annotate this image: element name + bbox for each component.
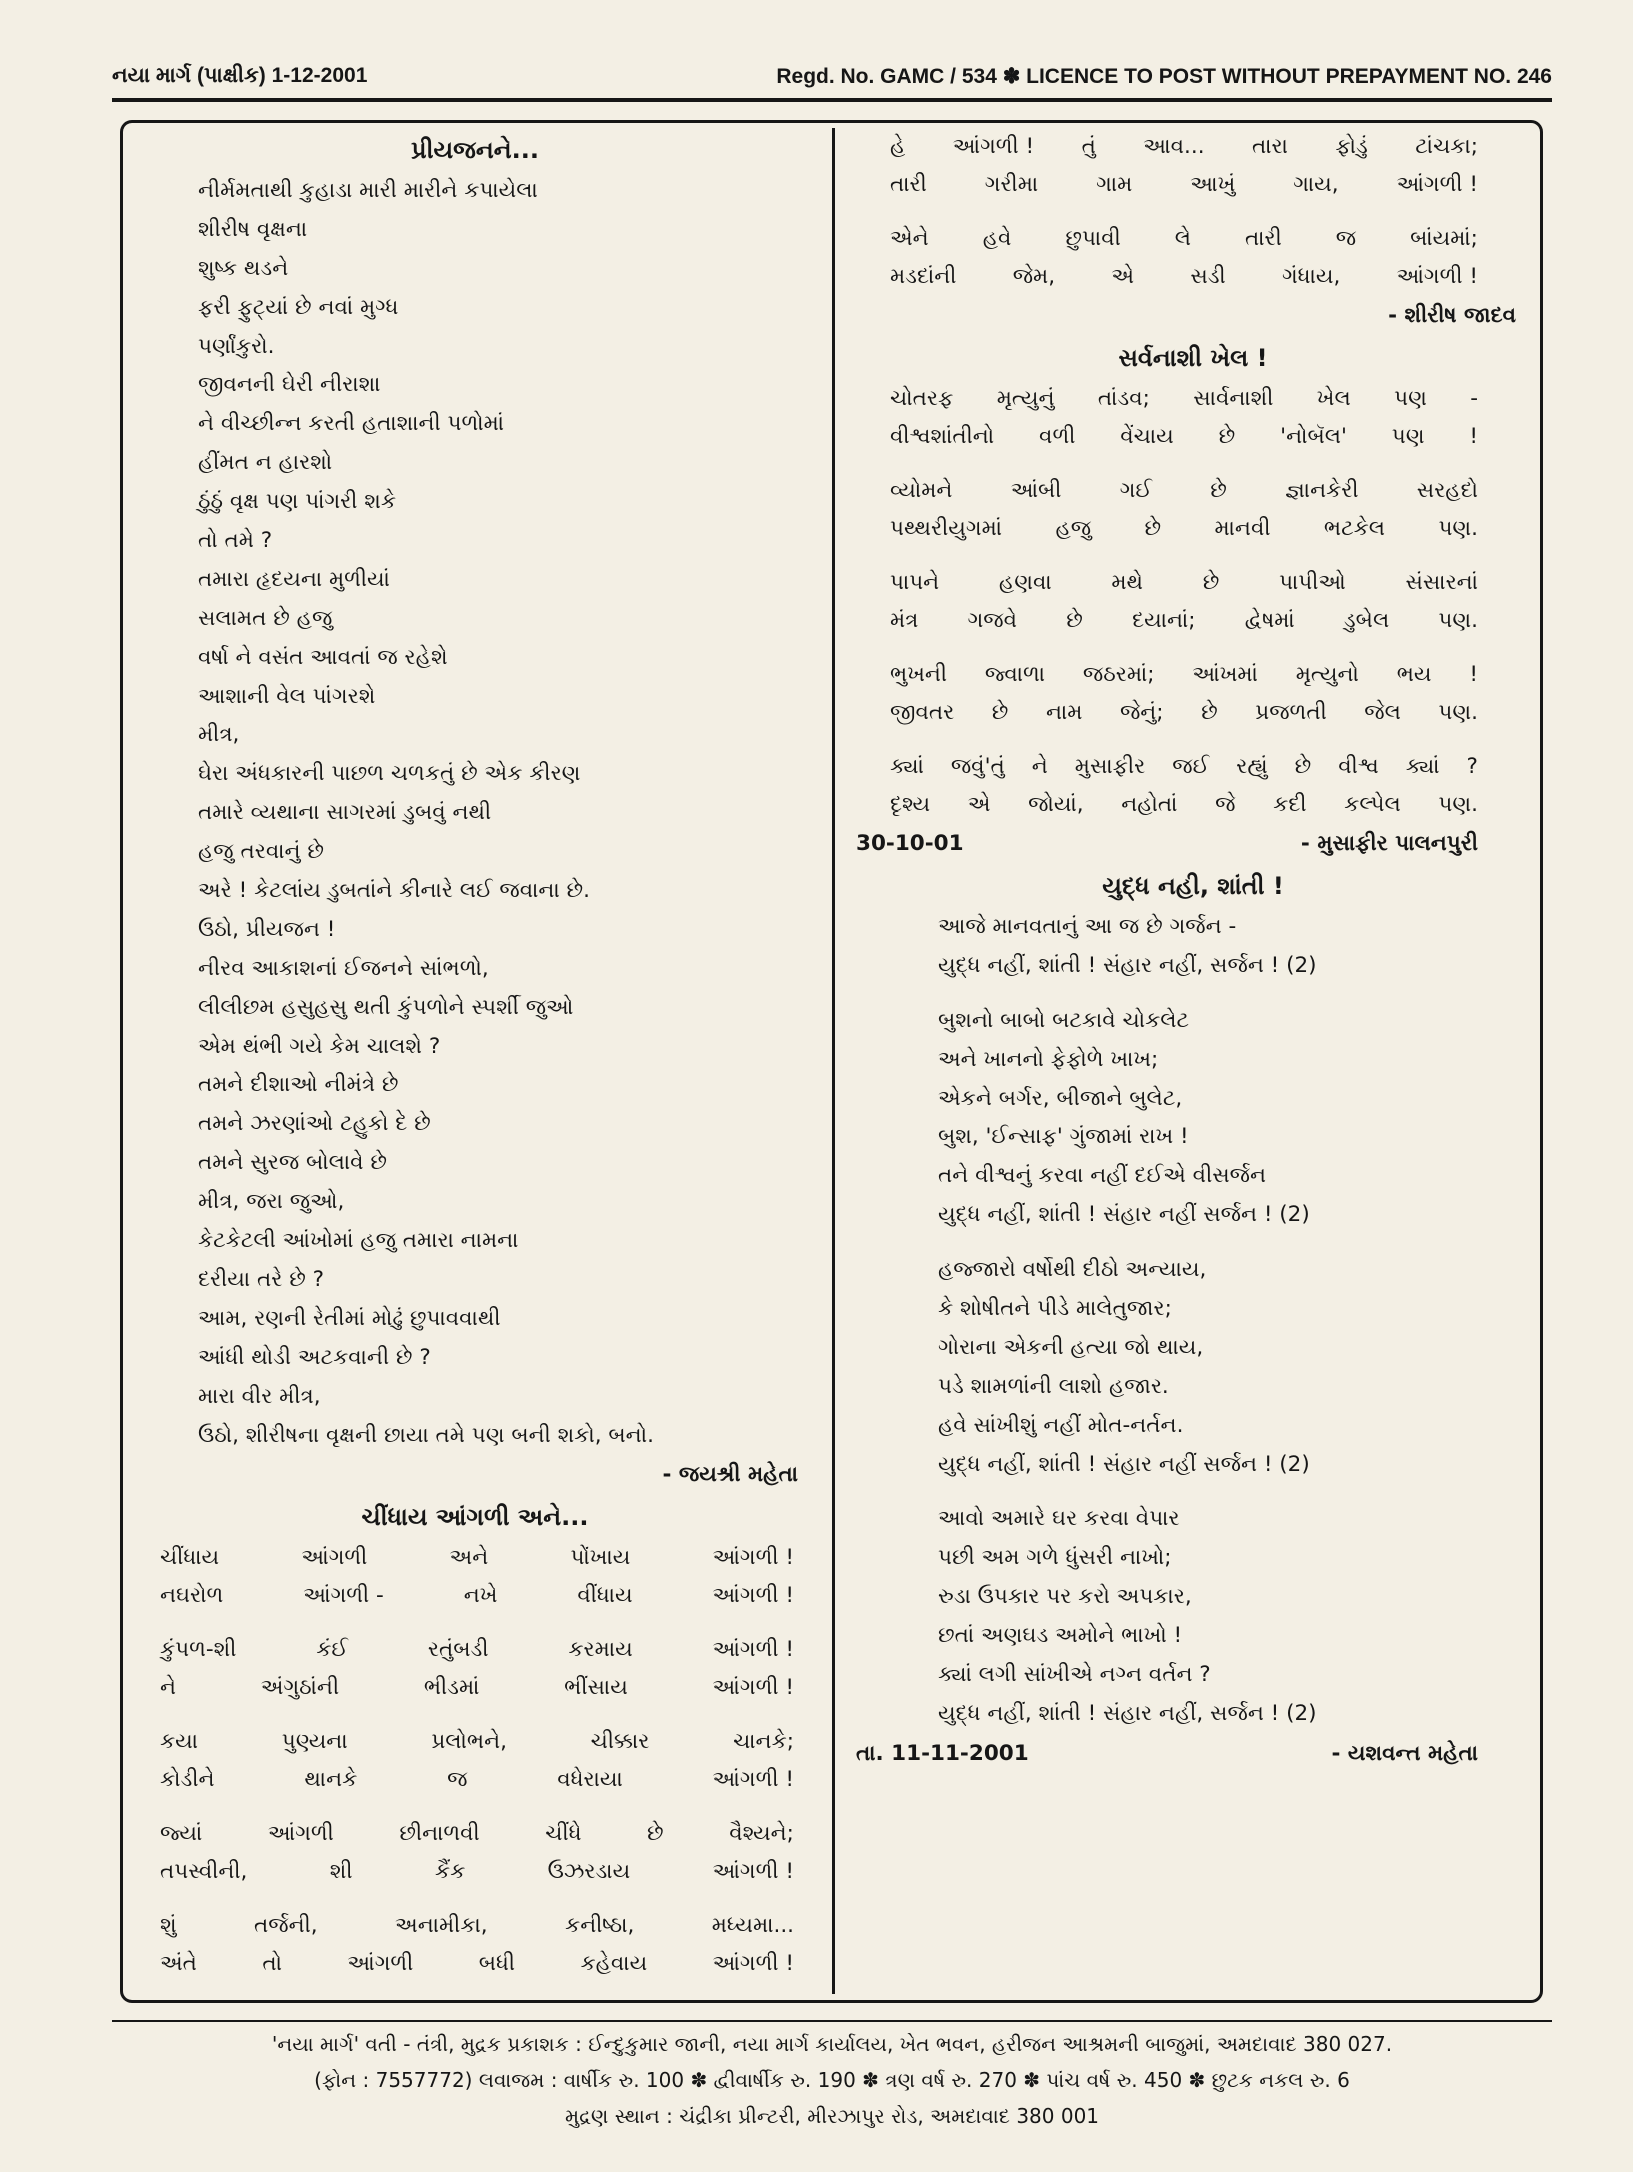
poem-word: ગંધાય, <box>1281 264 1341 289</box>
stanza-gap <box>130 1615 820 1631</box>
stanza-gap <box>848 1484 1538 1500</box>
poem-line <box>130 1539 820 1577</box>
poem-line: અને ખાનનો ફેફોળે ખાખ; <box>938 1046 1159 1072</box>
poem-line: યુદ્ધ નહીં, શાંતી ! સંહાર નહીં, સર્જન ! (2) <box>938 1700 1317 1726</box>
right-column <box>848 128 1538 1774</box>
poem-word: ક્યાં <box>890 754 924 779</box>
poem-word: તર્જની, <box>254 1913 318 1939</box>
poem-word: છે <box>1144 516 1162 541</box>
poem-word: મંત્ર <box>890 608 919 633</box>
poem-word: આંગળી ! <box>1396 172 1478 197</box>
poem-word: આંગળી ! <box>712 1637 794 1663</box>
poem-line: તમારા હૃદયના મુળીયાં <box>198 566 390 592</box>
poem2-body <box>130 1539 820 1983</box>
poem-word: પુણ્યના <box>281 1729 348 1755</box>
poem-word: એ <box>967 792 991 817</box>
poem-word: જોયાં, <box>1028 792 1084 817</box>
poem-word: માનવી <box>1214 516 1271 541</box>
footer-publisher: 'નયા માર્ગ' વતી - તંત્રી, મુદ્રક પ્રકાશક : ઈન્દુકુમાર જાની, નયા માર્ગ કાર્યાલય, ખેત ભવન, હરીજન આશ્રમની બાજુમાં, અમદાવાદ 380 027. <box>271 2032 1393 2056</box>
poem-word: એને <box>890 226 929 251</box>
poem-word: જ્યાં <box>160 1821 203 1847</box>
poem-word: તારી <box>1244 226 1282 251</box>
left-column <box>130 128 820 1983</box>
poem-line <box>130 1815 820 1853</box>
stanza-gap <box>130 1707 820 1723</box>
poem-word: પણ. <box>1438 516 1478 541</box>
header-rule <box>112 98 1552 102</box>
poem-line: ગોરાના એકની હત્યા જો થાય, <box>938 1334 1204 1360</box>
poem-word: દૃશ્ય <box>890 792 931 817</box>
stanza-gap <box>848 640 1538 656</box>
poem-word: કુંપળ-શી <box>160 1637 237 1663</box>
poem-word: ? <box>1466 754 1478 779</box>
poem-line <box>848 472 1538 510</box>
poem3-title: સર્વનાશી ખેલ ! <box>1118 344 1268 372</box>
poem-word: છુપાવી <box>1065 226 1121 251</box>
poem-line <box>848 380 1538 418</box>
poem-word: આંગળી ! <box>712 1767 794 1793</box>
poem-line: તો તમે ? <box>198 528 273 554</box>
poem-word: જવું'તું <box>950 754 1005 779</box>
poem-word: કંઈ <box>316 1637 349 1663</box>
poem-line: હજુ તરવાનું છે <box>198 839 324 865</box>
poem-line: નીર્મમતાથી કુહાડા મારી મારીને કપાયેલા <box>198 178 538 203</box>
poem-word: આંગળી <box>301 1545 368 1571</box>
poem-word: આંગળી ! <box>712 1583 794 1609</box>
stanza-gap <box>130 1799 820 1815</box>
poem-word: કલ્પેલ <box>1344 792 1401 817</box>
poem-line: પછી અમ ગળે ધુંસરી નાખો; <box>938 1545 1172 1571</box>
header-registration: Regd. No. GAMC / 534 ✽ LICENCE TO POST WITHOUT PREPAYMENT NO. 246 <box>776 64 1552 88</box>
poem-word: અંતે <box>160 1951 197 1977</box>
poem-word: તારા <box>1251 134 1288 159</box>
poem-word: શી <box>329 1859 353 1885</box>
poem-word: છે <box>1210 478 1227 503</box>
poem-word: ચીંધે <box>545 1821 582 1847</box>
poem-line: અરે ! કેટલાંય ડુબતાંને કીનારે લઈ જવાના છે. <box>198 878 591 904</box>
poem-line <box>848 564 1538 602</box>
poem-line: બુશનો બાબો બટકાવે ચોકલેટ <box>938 1007 1190 1033</box>
poem4-author: - યશવન્ત મહેતા <box>1331 1740 1478 1766</box>
poem-word: સરહદો <box>1416 478 1478 503</box>
poem-line <box>130 1945 820 1983</box>
stanza-gap <box>848 548 1538 564</box>
poem3-dateline <box>848 824 1538 864</box>
poem-line: હીંમત ન હારશો <box>198 450 333 476</box>
poem-word: અંગુઠાંની <box>260 1675 340 1701</box>
poem-word: કરમાય <box>568 1637 633 1663</box>
poem-word: આખું <box>1190 172 1236 197</box>
poem-line <box>130 1577 820 1615</box>
stanza-gap <box>848 986 1538 1002</box>
poem-word: પ્રલોભને, <box>431 1729 507 1755</box>
poem4-dateline <box>848 1734 1538 1774</box>
poem-word: નખે <box>463 1583 498 1609</box>
poem-word: સડી <box>1190 264 1226 289</box>
poem-line <box>848 128 1538 166</box>
poem-word: કોડીને <box>160 1767 215 1793</box>
poem4-title: યુદ્ધ નહી, શાંતી ! <box>1102 872 1284 900</box>
poem-word: આંગળી <box>347 1951 414 1977</box>
poem-line: ઉઠો, શીરીષના વૃક્ષની છાયા તમે પણ બની શકો, બનો. <box>198 1422 654 1448</box>
page-header <box>112 56 1552 96</box>
poem-word: છે <box>1066 608 1083 633</box>
poem-word: મથે <box>1111 570 1144 595</box>
poem-line: ઉઠો, પ્રીયજન ! <box>198 916 336 942</box>
poem-word: દ્વેષમાં <box>1244 608 1295 633</box>
poem-line: આશાની વેલ પાંગરશે <box>198 683 376 709</box>
poem-word: ! <box>1469 424 1478 449</box>
poem-word: કહેવાય <box>580 1951 648 1977</box>
poem-word: છીનાળવી <box>399 1821 480 1847</box>
poem-word: આંગળી - <box>303 1583 384 1609</box>
poem-line <box>848 220 1538 258</box>
poem-word: એ <box>1111 264 1135 289</box>
poem3-date: 30-10-01 <box>856 831 964 856</box>
stanza-gap <box>130 1891 820 1907</box>
poem-word: જ્વાળા <box>984 662 1046 687</box>
poem-word: પ્રજળતી <box>1255 700 1327 725</box>
poem-word: નામ <box>1045 700 1083 725</box>
poem-line: આજે માનવતાનું આ જ છે ગર્જન - <box>938 914 1237 939</box>
poem-word: ગઈ <box>1119 478 1152 503</box>
poem-word: છે <box>1218 424 1236 449</box>
poem-line: તમને દીશાઓ નીમંત્રે છે <box>198 1072 399 1098</box>
poem-word: પણ <box>1391 424 1425 449</box>
poem-word: વ્યોમને <box>890 478 953 503</box>
poem-word: આંબી <box>1010 478 1062 503</box>
poem-word: આંગળી ! <box>952 134 1035 159</box>
footer-printer: મુદ્રણ સ્થાન : ચંદ્રીકા પ્રીન્ટરી, મીરઝાપુર રોડ, અમદાવાદ 380 001 <box>564 2104 1100 2128</box>
poem-word: ! <box>1469 662 1478 687</box>
poem-line <box>848 786 1538 824</box>
poem-word: જીવતર <box>890 700 955 725</box>
poem-word: હે <box>890 134 906 159</box>
poem-line <box>848 602 1538 640</box>
poem-line: નીરવ આકાશનાં ઈજનને સાંભળો, <box>198 955 489 981</box>
poem-line: આમ, રણની રેતીમાં મોઢું છુપાવવાથી <box>198 1305 501 1331</box>
poem-word: તારી <box>890 172 927 197</box>
poem4-date: તા. 11-11-2001 <box>856 1740 1029 1766</box>
poem-word: ચાનકે; <box>733 1729 794 1755</box>
poem-line: પર્ણાંકુરો. <box>198 333 275 359</box>
poem-line: હજ્જારો વર્ષોથી દીઠો અન્યાય, <box>938 1257 1207 1283</box>
poem-word: તાંડવ; <box>1097 386 1150 411</box>
poem-word: સાર્વનાશી <box>1193 386 1274 411</box>
poem-word: છે <box>1201 700 1218 725</box>
poem-word: જ્ઞાનકેરી <box>1285 478 1359 503</box>
poem-word: આંગળી <box>267 1821 334 1847</box>
poem-line <box>130 1669 820 1707</box>
poem-word: કયા <box>160 1729 199 1755</box>
poem-word: ભીડમાં <box>423 1675 480 1701</box>
poem-line: કેટકેટલી આંખોમાં હજુ તમારા નામના <box>198 1228 519 1254</box>
poem-word: વધેરાયા <box>557 1767 623 1793</box>
poem-line: શીરીષ વૃક્ષના <box>198 216 308 242</box>
poem-line: છતાં અણઘડ અમોને ભાખો ! <box>938 1623 1183 1649</box>
poem2-continued <box>848 128 1538 296</box>
poem-word: જઠરમાં; <box>1082 662 1155 687</box>
poem-line: યુદ્ધ નહીં, શાંતી ! સંહાર નહીં સર્જન ! (2) <box>938 1202 1310 1228</box>
poem-word: પણ <box>1394 386 1427 411</box>
poem2-author: - શીરીષ જાદવ <box>1388 303 1516 328</box>
poem-word: પાપને <box>890 570 940 595</box>
poem-line <box>848 258 1538 296</box>
poem-line: શુષ્ક થડને <box>198 255 289 281</box>
poem-word: થાનકે <box>304 1767 358 1793</box>
poem-word: ચોતરફ <box>890 386 954 411</box>
poem-word: જેનું; <box>1119 700 1164 725</box>
poem-word: રતુંબડી <box>427 1637 489 1663</box>
poem-word: મૃત્યુનો <box>1295 662 1359 687</box>
poem-word: પોંખાય <box>570 1545 631 1571</box>
poem-word: મુસાફીર <box>1074 754 1146 779</box>
poem-line: યુદ્ધ નહીં, શાંતી ! સંહાર નહીં સર્જન ! (2) <box>938 1451 1310 1477</box>
poem-line: આંધી થોડી અટકવાની છે ? <box>198 1344 431 1370</box>
poem3-author: - મુસાફીર પાલનપુરી <box>1300 831 1478 856</box>
poem-line: ઘેરા અંધકારની પાછળ ચળકતું છે એક કીરણ <box>198 761 581 787</box>
poem-line: ક્યાં લગી સાંખીએ નગ્ન વર્તન ? <box>938 1662 1211 1688</box>
poem-word: છે <box>991 700 1009 725</box>
poem-line: બુશ, 'ઈન્સાફ' ગુંજામાં રાખ ! <box>938 1124 1189 1150</box>
poem-line: એકને બર્ગર, બીજાને બુલેટ, <box>938 1085 1183 1111</box>
poem-word: ગજવે <box>967 608 1018 633</box>
poem-word: કદી <box>1273 792 1307 817</box>
poem-line: ઠુંઠું વૃક્ષ પણ પાંગરી શકે <box>198 489 397 515</box>
poem-word: જેલ <box>1364 700 1401 725</box>
poem-word: આંગળી ! <box>712 1951 794 1977</box>
poem-word: છે <box>1294 754 1312 779</box>
poem-line: મીત્ર, <box>198 722 240 748</box>
poem-line: સલામત છે હજુ <box>198 605 333 631</box>
poem-line: મારા વીર મીત્ર, <box>198 1383 321 1409</box>
poem-line <box>130 1761 820 1799</box>
poem1-author: - જયશ્રી મહેતા <box>662 1462 798 1488</box>
poem-word: બાંયમાં; <box>1410 226 1478 251</box>
poem-word: બધી <box>478 1951 516 1977</box>
poem-word: ભીંસાય <box>564 1675 628 1701</box>
poem-word: ચીક્કાર <box>590 1729 650 1755</box>
header-publication: નયા માર્ગ (પાક્ષીક) 1-12-2001 <box>112 64 368 87</box>
poem-word: લે <box>1174 226 1191 251</box>
poem-line: કે શોષીતને પીડે માલેતુજાર; <box>938 1296 1172 1322</box>
poem-line <box>130 1853 820 1891</box>
poem-word: પણ. <box>1438 700 1478 725</box>
poem-line <box>130 1631 820 1669</box>
poem-word: તું <box>1081 134 1096 159</box>
poem-line: તમારે વ્યથાના સાગરમાં ડુબવું નથી <box>198 800 492 826</box>
stanza-gap <box>848 1235 1538 1251</box>
poem1-title: પ્રીયજનને... <box>411 136 539 164</box>
poem-word: મધ્યમા... <box>711 1913 794 1939</box>
poem-word: રહ્યું <box>1236 754 1268 779</box>
poem-line: ફરી ફુટ્યાં છે નવાં મુગ્ધ <box>198 294 399 320</box>
poem-line <box>130 1907 820 1945</box>
poem-word: આંગળી ! <box>712 1675 794 1701</box>
poem-word: જ <box>1335 226 1357 251</box>
poem-word: ફોડું <box>1335 134 1368 159</box>
poem-word: આવ... <box>1143 134 1205 159</box>
stanza-gap <box>848 456 1538 472</box>
poem-word: ગાય, <box>1293 172 1339 197</box>
poem-word: છે <box>647 1821 664 1847</box>
poem-line: પડે શામળાંની લાશો હજાર. <box>938 1373 1169 1399</box>
poem-line: તને વીશ્વનું કરવા નહીં દઈએ વીસર્જન <box>938 1163 1266 1189</box>
poem-line: હવે સાંખીશું નહીં મોત-નર્તન. <box>938 1412 1184 1438</box>
poem-word: નઘરોળ <box>160 1583 224 1609</box>
poem-line: લીલીછમ હસુહસુ થતી કુંપળોને સ્પર્શી જુઓ <box>198 994 574 1020</box>
poem-word: મડદાંની <box>890 264 957 289</box>
poem-line <box>848 694 1538 732</box>
poem-word: હણવા <box>998 570 1052 595</box>
poem-line <box>848 166 1538 204</box>
poem-word: શું <box>160 1913 177 1939</box>
poem-word: પથ્થરીયુગમાં <box>890 516 1003 541</box>
poem-word: ટાંચકા; <box>1415 134 1478 159</box>
poem-line: તમને ઝરણાંઓ ટહુકો દે છે <box>198 1111 431 1137</box>
poem-word: છે <box>1202 570 1220 595</box>
poem-line <box>130 1723 820 1761</box>
poem-word: ને <box>1031 754 1048 779</box>
poem-word: હજુ <box>1055 516 1092 541</box>
poem-word: આંગળી ! <box>1396 264 1478 289</box>
poem-word: પાપીઓ <box>1279 570 1346 595</box>
poem-word: ભુખની <box>890 662 948 687</box>
poem-word: જઈ <box>1172 754 1210 779</box>
poem-word: જે <box>1215 792 1236 817</box>
poem-word: વેંચાય <box>1120 424 1174 449</box>
poem-word: અનામીકા, <box>395 1913 488 1939</box>
poem-line: ને વીચ્છીન્ન કરતી હતાશાની પળોમાં <box>198 411 505 437</box>
poem-word: પણ. <box>1438 792 1478 817</box>
poem-word: દયાનાં; <box>1132 608 1196 633</box>
poem-word: ડુબેલ <box>1343 608 1390 633</box>
poem-word: આંખમાં <box>1192 662 1258 687</box>
poem-line <box>848 510 1538 548</box>
footer-rule <box>112 2020 1552 2022</box>
poem-word: ઉઝરડાય <box>547 1859 631 1885</box>
poem-line: યુદ્ધ નહીં, શાંતી ! સંહાર નહીં, સર્જન ! (2) <box>938 952 1317 978</box>
poem1-body <box>130 172 820 1455</box>
poem-word: - <box>1470 386 1478 411</box>
poem-word: વીશ્વશાંતીનો <box>890 424 995 449</box>
poem2-title: ચીંધાય આંગળી અને... <box>361 1503 589 1532</box>
poem-word: 'નોબૅલ' <box>1280 424 1347 449</box>
poem-word: કૈંક <box>434 1859 466 1885</box>
poem-line: મીત્ર, જરા જુઓ, <box>198 1189 345 1215</box>
poem-word: જેમ, <box>1012 264 1056 289</box>
stanza-gap <box>848 204 1538 220</box>
poem-word: મૃત્યુનું <box>996 386 1055 411</box>
poem-line: રુડા ઉપકાર પર કરો અપકાર, <box>938 1584 1192 1610</box>
poem-word: ગામ <box>1096 172 1133 197</box>
poem-word: નહોતાં <box>1121 792 1178 817</box>
poem-word: તપસ્વીની, <box>160 1859 248 1885</box>
poem-word: સંસારનાં <box>1405 570 1478 595</box>
poem-line <box>848 748 1538 786</box>
poem-word: આંગળી ! <box>712 1545 794 1571</box>
poem-word: વીશ્વ <box>1338 754 1379 779</box>
poem-line: વર્ષા ને વસંત આવતાં જ રહેશે <box>198 644 448 670</box>
poem-line: આવો અમારે ઘર કરવા વેપાર <box>938 1506 1180 1532</box>
poem-line: દરીયા તરે છે ? <box>198 1266 325 1292</box>
poem-word: ને <box>160 1675 177 1701</box>
poem-word: ભટકેલ <box>1323 516 1386 541</box>
poem-line: એમ થંભી ગયે કેમ ચાલશે ? <box>198 1033 441 1059</box>
poem-word: ચીંધાય <box>160 1545 220 1571</box>
poem-line <box>848 656 1538 694</box>
poem-word: હવે <box>982 226 1012 251</box>
poem-word: વીંધાય <box>577 1583 633 1609</box>
poem-word: વળી <box>1039 424 1076 449</box>
poem-word: જ <box>447 1767 468 1793</box>
poem-line: તમને સુરજ બોલાવે છે <box>198 1150 387 1176</box>
poem-line <box>848 418 1538 456</box>
poem-word: કનીષ્ઠા, <box>565 1913 635 1939</box>
poem-word: અને <box>449 1545 489 1571</box>
poem-word: ભય <box>1396 662 1432 687</box>
poem4-body <box>848 908 1538 1734</box>
poem-word: તો <box>262 1951 282 1977</box>
footer-subscription: (ફોન : 7557772) લવાજમ : વાર્ષીક રુ. 100 ✽ દ્વીવાર્ષીક રુ. 190 ✽ ત્રણ વર્ષ રુ. 270 ✽ પાંચ વર્ષ રુ. 450 ✽ છુટક નકલ રુ. 6 <box>314 2068 1350 2092</box>
poem-word: વૈશ્યને; <box>729 1821 794 1847</box>
poem-word: આંગળી ! <box>712 1859 794 1885</box>
poem3-body <box>848 380 1538 824</box>
column-divider <box>832 128 835 1994</box>
poem-word: ગરીમા <box>984 172 1039 197</box>
poem-line: જીવનની ઘેરી નીરાશા <box>198 372 381 398</box>
poem-word: પણ. <box>1438 608 1478 633</box>
stanza-gap <box>848 732 1538 748</box>
poem-word: ખેલ <box>1316 386 1351 411</box>
poem-word: ક્યાં <box>1405 754 1440 779</box>
